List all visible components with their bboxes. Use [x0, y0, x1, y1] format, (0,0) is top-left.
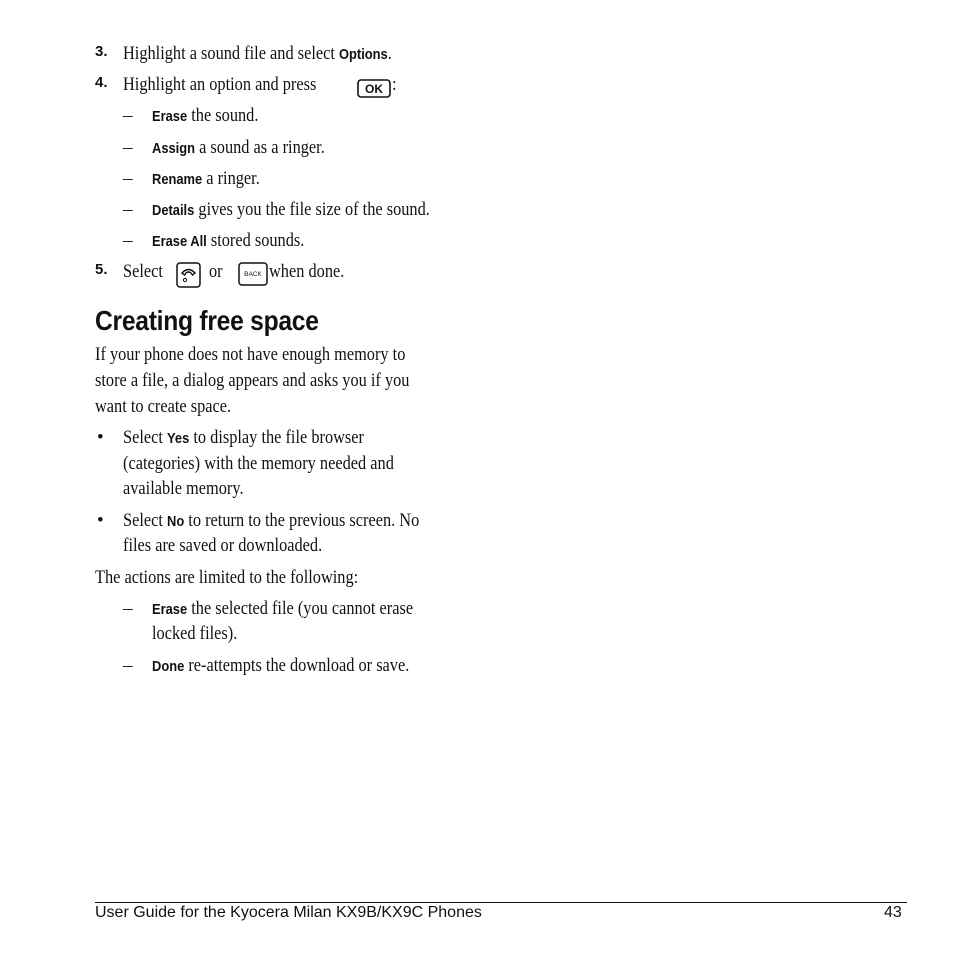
action-desc: re-attempts the download or save. — [184, 655, 410, 676]
punct: : — [392, 74, 397, 95]
back-key-icon — [238, 262, 268, 291]
option-item — [123, 105, 133, 127]
ui-term-rename: Rename — [152, 171, 203, 188]
ui-term-yes: Yes — [167, 430, 190, 447]
bullet-line — [123, 478, 263, 500]
ui-term-assign: Assign — [152, 140, 196, 157]
action-desc: locked files). — [152, 623, 238, 644]
page-title: Creating free space — [95, 305, 319, 336]
step-text: Highlight a sound file and select — [123, 43, 340, 64]
intro-line — [95, 344, 456, 366]
dash: – — [123, 199, 133, 220]
bullet-text: to return to the previous screen. No — [184, 510, 420, 531]
option-desc: gives you the file size of the sound. — [194, 199, 430, 220]
dash: – — [123, 137, 133, 158]
ui-term-erase: Erase — [152, 108, 188, 125]
dash: – — [123, 105, 133, 126]
ui-term-erase: Erase — [152, 601, 188, 618]
option-item — [123, 199, 133, 221]
bullet-text: Select — [123, 510, 168, 531]
option-item — [123, 168, 133, 190]
section-heading — [95, 305, 349, 337]
action-text-cont — [152, 623, 251, 645]
step-text: when done. — [269, 261, 345, 282]
dash: – — [123, 655, 133, 676]
action-item — [123, 655, 133, 677]
step-3-text — [123, 43, 436, 65]
step-5-or — [209, 261, 225, 283]
bullet-line — [123, 453, 438, 475]
punct: . — [387, 43, 392, 64]
step-number: 3. — [95, 43, 108, 60]
back-key-label: BACK — [244, 271, 262, 278]
ui-term-details: Details — [152, 202, 195, 219]
option-desc: a ringer. — [202, 168, 260, 189]
option-text — [152, 230, 329, 252]
action-desc: the selected file (you cannot erase — [187, 598, 414, 619]
option-desc: the sound. — [187, 105, 259, 126]
bullet-text: available memory. — [123, 478, 244, 499]
step-4-text — [123, 74, 348, 96]
option-item — [123, 230, 133, 252]
footer-divider — [95, 902, 907, 903]
action-item — [123, 598, 133, 620]
step-3 — [95, 43, 108, 61]
option-text — [152, 105, 276, 127]
footer-title: User Guide for the Kyocera Milan KX9B/KX9C Phones — [95, 904, 482, 921]
option-item — [123, 137, 133, 159]
bullet: • — [97, 427, 104, 448]
step-4 — [95, 74, 108, 92]
step-4-colon — [392, 74, 397, 96]
end-key-icon — [176, 262, 201, 293]
dash: – — [123, 168, 133, 189]
dash: – — [123, 230, 133, 251]
option-desc: a sound as a ringer. — [195, 137, 325, 158]
paragraph-text: If your phone does not have enough memory to — [95, 344, 406, 365]
intro-line — [95, 396, 253, 418]
ui-term-erase-all: Erase All — [152, 233, 207, 250]
step-5 — [95, 261, 108, 279]
option-text — [152, 168, 277, 190]
step-5-text — [123, 261, 169, 283]
or-text: or — [209, 261, 223, 282]
action-text — [152, 655, 451, 677]
bullet-text: (categories) with the memory needed and — [123, 453, 394, 474]
bullet-text: to display the file browser — [189, 427, 364, 448]
ui-term-done: Done — [152, 658, 185, 675]
bullet-line — [123, 510, 468, 532]
option-text — [152, 137, 353, 159]
option-text — [152, 199, 475, 221]
ok-key-icon — [357, 79, 391, 103]
ok-key-label: OK — [365, 82, 383, 96]
bullet-text: Select — [123, 427, 168, 448]
page-number: 43 — [884, 904, 902, 921]
intro-line — [95, 370, 461, 392]
option-desc: stored sounds. — [206, 230, 305, 251]
step-text: Highlight an option and press — [123, 74, 317, 95]
bullet-text: files are saved or downloaded. — [123, 535, 323, 556]
bullet-symbol — [97, 427, 104, 449]
paragraph-text: want to create space. — [95, 396, 232, 417]
step-number: 4. — [95, 74, 108, 91]
action-text — [152, 598, 456, 620]
bullet: • — [97, 510, 104, 531]
step-5-tail — [269, 261, 357, 283]
limited-text — [95, 567, 401, 589]
ui-term-no: No — [167, 513, 185, 530]
dash: – — [123, 598, 133, 619]
paragraph-text: store a file, a dialog appears and asks you if you — [95, 370, 410, 391]
bullet-line — [123, 427, 403, 449]
step-text: Select — [123, 261, 163, 282]
bullet-line — [123, 535, 355, 557]
bullet-symbol — [97, 510, 104, 532]
step-number: 5. — [95, 261, 108, 278]
paragraph-text: The actions are limited to the following: — [95, 567, 359, 588]
ui-term-options: Options — [339, 46, 388, 63]
